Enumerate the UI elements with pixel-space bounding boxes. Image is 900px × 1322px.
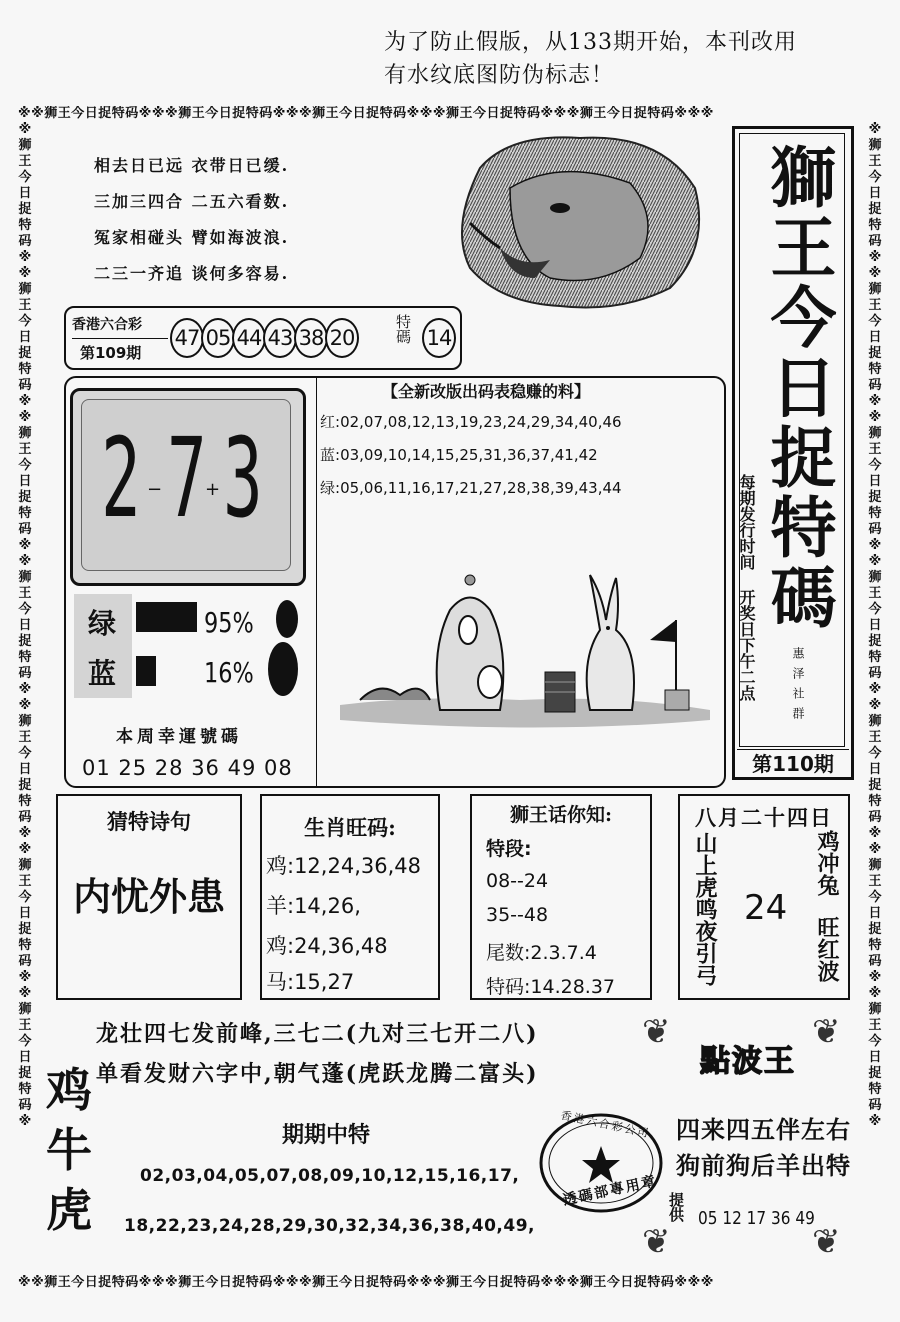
dianbo-title: 點波王 [700, 1044, 796, 1079]
credit-label: 惠泽社群 [791, 647, 805, 727]
ornament-flower-icon: ❦ [812, 1012, 841, 1052]
notice-line-1: 为了防止假版，从133期开始，本刊改用 [384, 30, 797, 55]
anti-fake-notice [384, 26, 864, 92]
drawn-ball: 43 [263, 318, 297, 358]
poem-line: 冤家相碰头 臂如海波浪. [94, 228, 290, 247]
seal-bottom-text: 透碼部專用章 [561, 1173, 659, 1209]
wave-stats [74, 592, 304, 702]
ornament-flower-icon: ❦ [812, 1222, 841, 1262]
wave-label-green: 绿 [88, 607, 117, 640]
color-numbers: 02,07,08,12,13,19,23,24,29,34,40,46 [340, 413, 622, 431]
notice-line-2: 有水纹底图防伪标志！ [384, 63, 615, 88]
divider [72, 338, 168, 339]
verse-block [96, 1014, 656, 1094]
tips-row: 特码:14.28.37 [486, 976, 616, 998]
wave-bar-blue [136, 656, 156, 686]
border-top: ※※狮王今日捉特码※※※狮王今日捉特码※※※狮王今日捉特码※※※狮王今日捉特码※※※狮王今日捉特码※※※ [18, 106, 714, 121]
calendar-left-verse: 山上虎鸣夜引弓 [692, 832, 717, 986]
border-left: ※狮王今日捉特码※※狮王今日捉特码※※狮王今日捉特码※※狮王今日捉特码※※狮王今日捉特码※※狮王今日捉特码※※狮王今日捉特码※ [18, 122, 32, 1129]
wave-value-blue: 16% [204, 656, 254, 689]
lottery-brand: 香港六合彩 [72, 317, 142, 333]
color-row-red [320, 406, 720, 439]
guess-poem-title: 猜特诗句 [107, 809, 191, 834]
drawn-ball: 20 [325, 318, 359, 358]
color-label: 蓝: [320, 446, 341, 464]
masthead-title: 獅王今日捉特碼 [759, 143, 836, 633]
publish-schedule: 每期发行时间 开奖日下午二点 [737, 474, 756, 701]
rabbit-scene-illustration [340, 570, 710, 745]
side-zodiac-2: 牛 [46, 1123, 92, 1177]
calendar-number: 24 [744, 888, 788, 928]
seal-top-text: 香港六合彩公司 [559, 1108, 652, 1141]
color-label: 绿: [320, 479, 341, 497]
calendar-right-2: 旺红波 [814, 916, 839, 982]
formula-digit-2: 7 [167, 414, 207, 542]
tips-row: 尾数:2.3.7.4 [486, 942, 597, 964]
ornament-flower-icon: ❦ [642, 1222, 671, 1262]
zodiac-row: 鸡:12,24,36,48 [266, 854, 421, 878]
lucky-numbers: 01 25 28 36 49 08 [82, 756, 293, 780]
hint-line-1: 四来四五伴左右 [676, 1116, 851, 1144]
lion-head-illustration [440, 128, 710, 318]
drawn-ball: 05 [201, 318, 235, 358]
poem-line: 相去日已远 衣带日已缓. [94, 156, 290, 175]
drawn-ball: 47 [170, 318, 204, 358]
color-row-blue [320, 439, 720, 472]
calendar-panel [678, 794, 850, 1000]
drawn-numbers [170, 318, 356, 358]
hint-numbers: 05 12 17 36 49 [698, 1208, 815, 1229]
hint-line-2: 狗前狗后羊出特 [676, 1152, 851, 1180]
opening-poem [94, 148, 394, 292]
last-draw-panel [64, 306, 462, 370]
special-ball [422, 318, 453, 358]
zodiac-panel [260, 794, 440, 1000]
border-right: ※狮王今日捉特码※※狮王今日捉特码※※狮王今日捉特码※※狮王今日捉特码※※狮王今日捉特码※※狮王今日捉特码※※狮王今日捉特码※ [868, 122, 882, 1129]
lucky-title: 本周幸運號碼 [116, 727, 242, 747]
verse-line-1: 龙壮四七发前峰,三七二(九对三七开二八) [96, 1021, 539, 1047]
wave-value-green: 95% [204, 606, 254, 639]
tips-row: 35--48 [486, 904, 549, 926]
poem-line: 三加三四合 二五六看数. [94, 192, 290, 211]
color-table-title: 【全新改版出码表稳赚的料】 [382, 382, 591, 401]
formula-operator-plus: + [205, 479, 221, 500]
wave-label-blue: 蓝 [88, 657, 117, 690]
tips-row: 特段: [486, 838, 532, 860]
special-label: 特碼 [394, 314, 412, 344]
formula-operator-minus: − [147, 479, 163, 500]
side-zodiac [46, 1060, 92, 1240]
guess-poem-panel [56, 794, 242, 1000]
guess-poem-text: 内忧外患 [72, 874, 225, 919]
every-draw-line-1: 02,03,04,05,07,08,09,10,12,15,16,17, [140, 1166, 520, 1186]
green-dot [276, 600, 298, 638]
drawn-ball: 44 [232, 318, 266, 358]
tips-row: 08--24 [486, 870, 549, 892]
current-issue: 第110期 [737, 749, 849, 778]
tips-panel [470, 794, 652, 1000]
calendar-right-1: 鸡冲兔 [814, 830, 839, 896]
color-row-green [320, 472, 720, 505]
color-table [320, 378, 720, 505]
blue-dot [268, 642, 298, 696]
formula-digit-1: 2 [101, 414, 141, 542]
every-draw-title: 期期中特 [282, 1123, 371, 1148]
masthead-panel [732, 126, 854, 780]
border-bottom: ※※狮王今日捉特码※※※狮王今日捉特码※※※狮王今日捉特码※※※狮王今日捉特码※※※狮王今日捉特码※※※ [18, 1275, 714, 1290]
color-numbers: 05,06,11,16,17,21,27,28,38,39,43,44 [340, 479, 622, 497]
color-numbers: 03,09,10,14,15,25,31,36,37,41,42 [340, 446, 598, 464]
poem-line: 二三一齐追 谈何多容易. [94, 264, 290, 283]
special-number: 14 [422, 318, 456, 358]
panel-divider [316, 378, 317, 786]
last-issue-number: 第109期 [80, 344, 142, 362]
calendar-date: 八月二十四日 [695, 805, 833, 830]
formula-digit-3: 3 [223, 414, 263, 542]
side-zodiac-1: 鸡 [46, 1063, 92, 1117]
drawn-ball: 38 [294, 318, 328, 358]
tips-title: 狮王话你知: [509, 804, 612, 826]
formula-box [70, 388, 306, 586]
zodiac-row: 鸡:24,36,48 [266, 934, 388, 958]
ornament-flower-icon: ❦ [642, 1012, 671, 1052]
star-icon [582, 1146, 620, 1183]
zodiac-row: 马:15,27 [266, 970, 355, 994]
zodiac-title: 生肖旺码: [304, 815, 396, 840]
hint-provide: 提供 [667, 1192, 685, 1222]
verse-line-2: 单看发财六字中,朝气蓬(虎跃龙腾二富头) [96, 1061, 539, 1087]
zodiac-row: 羊:14,26, [266, 894, 361, 918]
color-label: 红: [320, 413, 341, 431]
every-draw-line-2: 18,22,23,24,28,29,30,32,34,36,38,40,49, [124, 1216, 535, 1236]
side-zodiac-3: 虎 [46, 1183, 92, 1237]
wave-bar-green [136, 602, 197, 632]
